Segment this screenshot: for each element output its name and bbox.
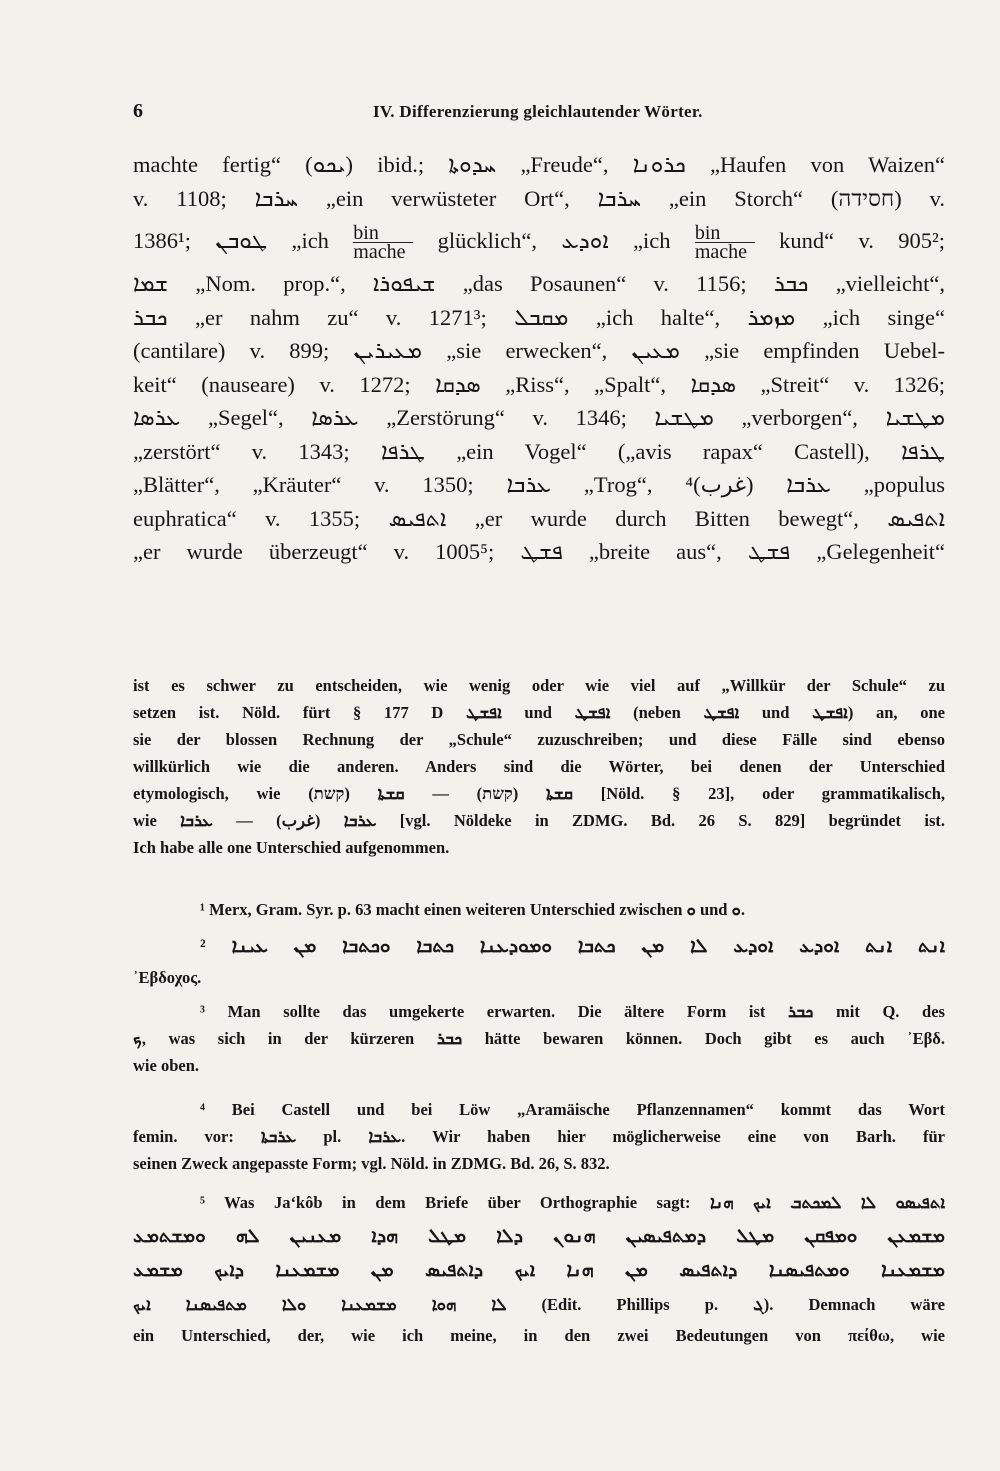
stacked-bottom: mache — [694, 241, 748, 264]
continued-note — [133, 672, 945, 861]
text-fragment: 1386¹; ܛܘܒܢ „ich — [133, 228, 329, 253]
footnote-line: ein Unterschied, der, wie ich meine, in den zwei Bedeutungen von πείθω, wie — [133, 1326, 945, 1345]
footnote-1 — [133, 896, 945, 923]
text-line: ܟܒܪ „er nahm zu“ v. 1271³; ܡܩܒܠ „ich halte“, ܡܙܡܪ „ich singe“ — [133, 304, 945, 330]
note-line: ist es schwer zu entscheiden, wie wenig oder wie viel auf „Willkür der Schule“ zu — [133, 676, 945, 695]
text-line: „er wurde überzeugt“ v. 1005⁵; ܦܫܛ „breite aus“, ܦܫܛ „Gelegenheit“ — [133, 539, 946, 564]
footnote-line: wie oben. — [133, 1056, 199, 1075]
text-fragment: kund“ v. 905²; — [779, 228, 946, 253]
footnote-line: ¹ Merx, Gram. Syr. p. 63 macht einen weiteren Unterschied zwischen ܘ und ܘ. — [200, 900, 745, 919]
footnote-line: ᾿Εβδοχος. — [133, 968, 202, 987]
stacked-choice — [694, 222, 755, 264]
running-title: IV. Differenzierung gleichlautender Wörter. — [373, 102, 703, 121]
footnote-syriac-line: ² ܐܢܬ ܐܢܬ ܐܘܕܥ ܐܘܕܥ ܠܐ ܡܢ ܟܬܒܐ ܘܡܘܕܥܢܐ ܟܬܒܐ ܘܟܬܒܐ ܡܢ ܥܝܢܐ — [200, 936, 945, 957]
text-line: euphratica“ v. 1355; ܐܬܦܝܣ „er wurde durch Bitten bewegt“, ܐܬܦܝܣ — [133, 505, 945, 531]
text-fragment: glücklich“, ܐܘܕܥ „ich — [437, 228, 671, 253]
footnote-line: ⁴ Bei Castell und bei Löw „Aramäische Pflanzennamen“ kommt das Wort — [200, 1100, 945, 1119]
running-header — [133, 100, 945, 130]
footnote-2 — [133, 930, 945, 991]
text-line: „Blätter“, „Kräuter“ v. 1350; ܥܪܒܐ „Trog“, ܥܪܒܐ (غرب)⁴ „populus — [133, 472, 945, 497]
footnote-5 — [133, 1186, 945, 1349]
footnote-line: ܠܐ ܗܘܐ ܡܫܡܥܢܐ ܘܠܐ ܡܬܦܝܣܢܐ ܐܝܟ (Edit. Phillips p. ܓ). Demnach wäre — [133, 1295, 945, 1314]
main-text — [133, 148, 945, 569]
text-line: keit“ (nauseare) v. 1272; ܣܕܩܐ „Riss“, „Spalt“, ܣܕܩܐ „Streit“ v. 1326; — [133, 371, 945, 397]
text-line: v. 1108; ܚܪܒܐ „ein verwüsteter Ort“, ܚܪܒܐ „ein Storch“ (חסידה) v. — [133, 185, 945, 211]
stacked-top: bin — [694, 222, 721, 245]
text-line: „zerstört“ v. 1343; ܛܪܦܐ „ein Vogel“ („avis rapax“ Castell), ܛܪܦܐ — [133, 438, 945, 464]
stacked-bottom: mache — [353, 241, 406, 264]
page-number: 6 — [133, 100, 143, 122]
footnote-line: ܟ, was sich in der kürzeren ܟܒܪ hätte bewaren können. Doch gibt es auch ᾿Εβδ. — [133, 1029, 945, 1048]
stacked-top: bin — [353, 222, 379, 245]
text-line: ܥܪܣܐ „Segel“, ܥܪܣܐ „Zerstörung“ v. 1346; ܡܛܫܝܐ „verborgen“, ܡܛܫܝܐ — [133, 405, 945, 430]
note-line: Ich habe alle one Unterschied aufgenommen. — [133, 838, 450, 857]
footnote-4 — [133, 1096, 945, 1177]
footnote-3 — [133, 998, 945, 1079]
footnote-line: ³ Man sollte das umgekerte erwarten. Die ältere Form ist ܟܒܪ mit Q. des — [200, 1002, 945, 1021]
note-line: etymologisch, wie ܩܫܬܐ (קשת) — ܩܫܬܐ (קשת) [Nöld. § 23], oder grammatikalisch, — [133, 784, 945, 803]
text-line: ܫܡܐ „Nom. prop.“, ܫܝܦܘܪܐ „das Posaunen“ v. 1156; ܟܒܪ „vielleicht“, — [133, 271, 946, 296]
footnote-line: seinen Zweck angepasste Form; vgl. Nöld. in ZDMG. Bd. 26, S. 832. — [133, 1154, 610, 1173]
text-line: machte fertig“ (ܝܟܘ) ibid.; ܚܕܘܬܐ „Freude“, ܟܪܘܢܐ „Haufen von Waizen“ — [133, 152, 945, 177]
footnote-line: ⁵ Was Ja‘kôb in dem Briefe über Orthographie sagt: ܐܬܦܝܣܘ ܠܐ ܠܡܟܬܒ ܐܝܟ ܗܢܐ — [200, 1193, 945, 1212]
note-line: wie ܥܪܒܐ (غرب) — ܥܪܒܐ [vgl. Nöldeke in ZDMG. Bd. 26 S. 829] begründet ist. — [133, 811, 945, 830]
note-line: willkürlich wie die anderen. Anders sind die Wörter, bei denen der Unterschied — [133, 757, 945, 776]
text-line-with-fractions — [133, 215, 945, 267]
footnote-syriac-line: ܡܫܡܥܢܐ ܘܡܬܦܝܣܢܐ ܕܐܬܦܝܣ ܡܢ ܗܢܐ ܐܝܟ ܕܐܬܦܝܣ ܡܢ ܡܫܡܥܢܐ ܕܐܝܟ ܡܫܡܥ — [133, 1260, 945, 1281]
footnote-line: femin. vor: ܥܪܒܬܐ pl. ܥܪܒܐ. Wir haben hier möglicherweise eine von Barh. für — [133, 1127, 945, 1146]
text-line: (cantilare) v. 899; ܡܥܝܪܝܢ „sie erwecken“, ܡܥܝܢ „sie empfinden Uebel- — [133, 338, 945, 363]
stacked-choice — [353, 222, 413, 264]
note-line: sie der blossen Rechnung der „Schule“ zuzuschreiben; und diese Fälle sind ebenso — [133, 730, 945, 749]
footnote-syriac-line: ܡܫܡܥܢ ܘܡܦܩܢ ܡܛܠ ܕܡܬܦܝܣܝܢ ܗܢܘܢ ܕܠܐ ܡܛܠ ܗܕܐ ܡܥܢܝܢ ܠܗ ܘܡܫܬܡܥ — [133, 1226, 945, 1247]
note-line: setzen ist. Nöld. fürt § 177 D ܐܦܫܛ und ܐܦܫܛ (neben ܐܦܫܛ und ܐܦܫܛ) an, one — [133, 703, 946, 722]
